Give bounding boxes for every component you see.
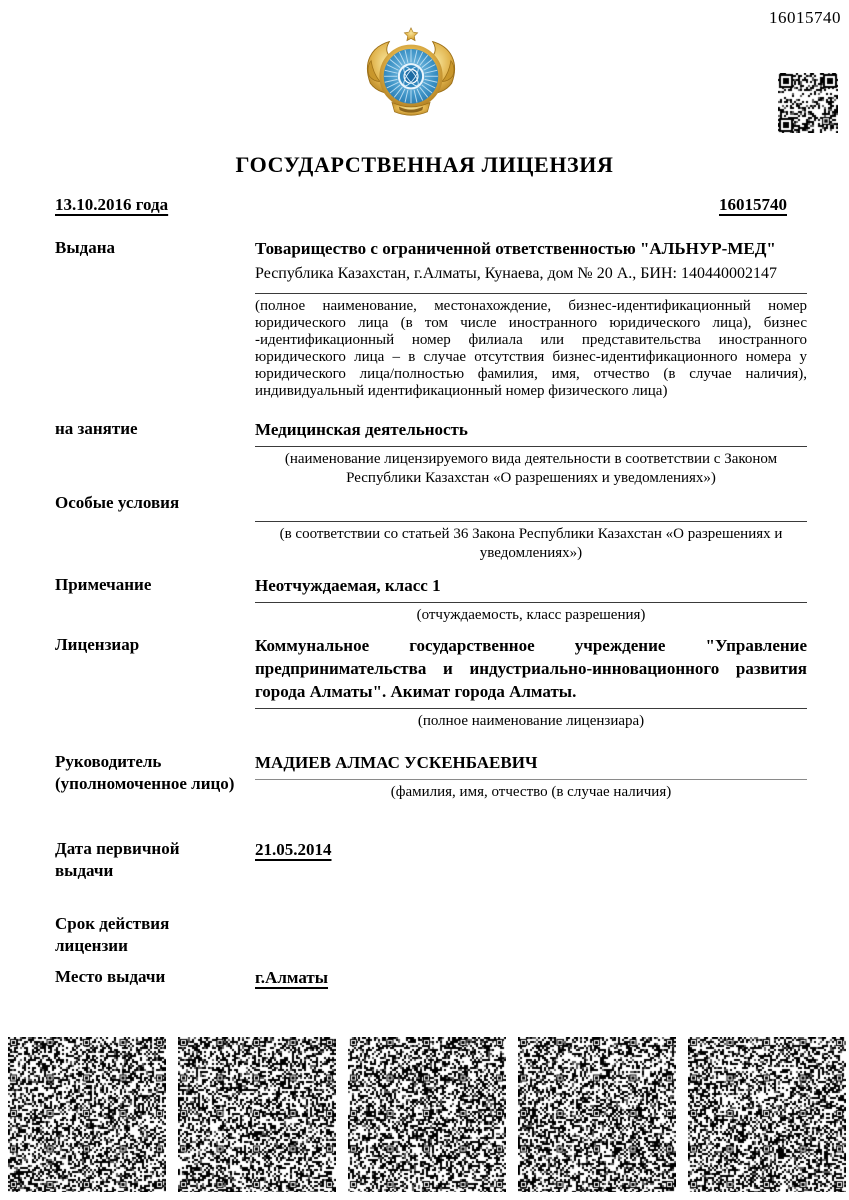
field-caption-activity: (наименование лицензируемого вида деятельности в соответствии с Законом Республики Казахстан «О разрешениях и уведомлениях»): [284, 451, 778, 487]
divider-line: [255, 602, 807, 603]
field-label-place-of-issue: Место выдачи: [55, 967, 166, 987]
issue-date: 13.10.2016 года: [55, 195, 169, 214]
field-label-special-conditions: Особые условия: [55, 493, 180, 513]
field-activity: [55, 418, 807, 488]
field-special-conditions-value-col: [255, 492, 807, 563]
field-label-validity: Срок действия лицензии: [55, 914, 170, 956]
data-matrix-barcode-icon: [518, 1037, 676, 1192]
data-matrix-barcode-icon: [688, 1037, 846, 1192]
field-value-first-issue-date: 21.05.2014: [255, 840, 332, 860]
document-body: [0, 195, 849, 989]
field-place-of-issue: [55, 966, 807, 989]
divider-line: [255, 708, 807, 709]
date-number-row: [55, 195, 807, 215]
field-value-issued-to: Товарищество с ограниченной ответственностью "АЛЬНУР-МЕД": [255, 239, 776, 258]
field-note-value-col: [255, 574, 807, 625]
field-value-activity: Медицинская деятельность: [255, 420, 468, 440]
field-label-licensor: Лицензиар: [55, 635, 140, 655]
field-caption-licensor: (полное наименование лицензиара): [417, 713, 645, 730]
field-head: [55, 751, 807, 802]
document-title: ГОСУДАРСТВЕННАЯ ЛИЦЕНЗИЯ: [235, 152, 614, 177]
field-label-note: Примечание: [55, 575, 152, 595]
field-note: [55, 574, 807, 625]
field-label-activity: на занятие: [55, 419, 138, 439]
data-matrix-barcode-icon: [8, 1037, 166, 1192]
field-validity: [55, 913, 807, 957]
license-number-corner: 16015740: [769, 8, 841, 27]
field-caption-head: (фамилия, имя, отчество (в случае наличия): [390, 784, 672, 801]
divider-line: [255, 446, 807, 447]
divider-line: [255, 293, 807, 294]
divider-line: [255, 779, 807, 780]
emblem-svg: [359, 26, 463, 130]
divider-line: [255, 521, 807, 522]
field-value-place-of-issue: г.Алматы: [255, 968, 329, 988]
field-licensor: [55, 634, 807, 731]
field-value-note: Неотчуждаемая, класс 1: [255, 576, 441, 596]
kazakhstan-emblem-icon: [359, 26, 463, 130]
field-head-value-col: [255, 751, 807, 802]
field-special-conditions: [55, 492, 807, 563]
field-value-special-conditions: [255, 492, 807, 516]
field-caption-special-conditions: (в соответствии со статьей 36 Закона Республики Казахстан «О разрешениях и уведомлениях»): [279, 526, 783, 562]
field-first-issue-date: [55, 838, 807, 882]
field-issued-to-value-col: [255, 237, 807, 399]
field-label-issued-to: Выдана: [55, 238, 116, 257]
data-matrix-barcode-icon: [348, 1037, 506, 1192]
field-label-head: Руководитель (уполномоченное лицо): [55, 752, 235, 794]
field-value-head: МАДИЕВ АЛМАС УСКЕНБАЕВИЧ: [255, 753, 538, 773]
license-number: 16015740: [719, 195, 787, 214]
field-label-first-issue-date: Дата первичной выдачи: [55, 839, 180, 881]
barcode-strip: [8, 1037, 846, 1192]
field-value-licensor: Коммунальное государственное учреждение "Управление предпринимательства и индустриально-инновационного развития города Алматы". Акимат города Алматы.: [255, 636, 807, 702]
field-licensor-value-col: [255, 634, 807, 731]
field-caption-note: (отчуждаемость, класс разрешения): [416, 607, 646, 624]
field-issued-to: [55, 237, 807, 399]
field-activity-value-col: [255, 418, 807, 488]
qr-code-icon: [778, 73, 838, 133]
field-address-issued-to: Республика Казахстан, г.Алматы, Кунаева, дом № 20 А., БИН: 140440002147: [255, 265, 777, 282]
field-caption-issued-to: (полное наименование, местонахождение, бизнес-идентификационный номер юридического лица (в том числе иностранного юридического лица), бизнес -идентификационный номер филиала или представительства иностранного юридического лица – в случае отсутствия бизнес-идентификационного номера у юридического лица/полностью фамилия, имя, отчество (в случае наличия), индивидуальный идентификационный номер физического лица): [255, 298, 807, 399]
data-matrix-barcode-icon: [178, 1037, 336, 1192]
